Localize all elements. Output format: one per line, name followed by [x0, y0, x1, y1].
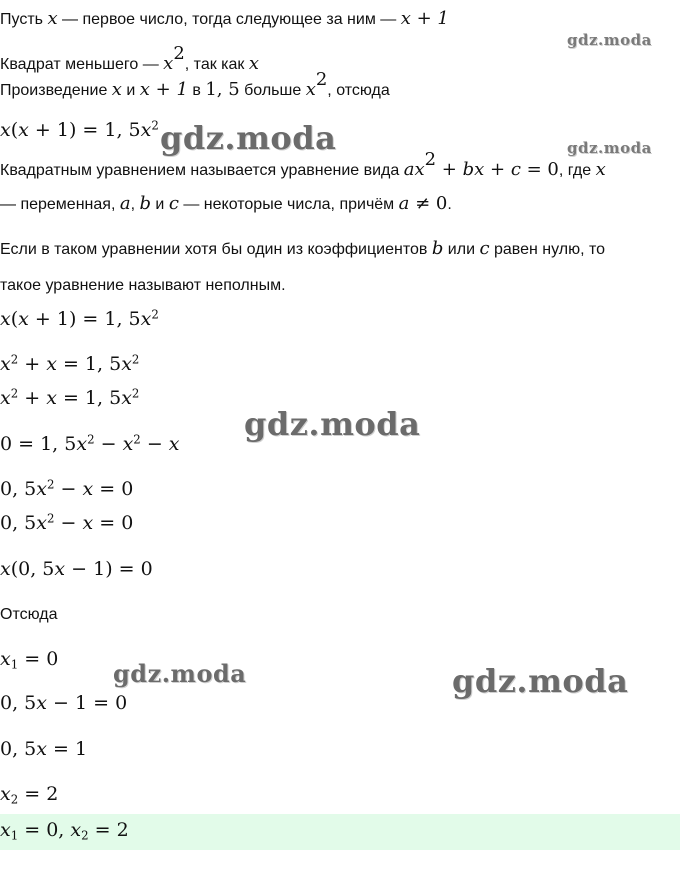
math-op: + 1) = 1, 5: [28, 308, 141, 330]
definition-quadratic: [0, 149, 606, 180]
math-exponent: 2: [87, 432, 95, 447]
math-expr: x + 1: [139, 78, 188, 100]
math-exponent: 2: [131, 352, 140, 367]
text: такое уравнение называют неполным.: [0, 277, 286, 294]
equation-step-4: [0, 432, 180, 455]
math-var: x: [18, 119, 29, 141]
math-exponent: 2: [151, 118, 159, 133]
equation-linear-2: [0, 740, 87, 759]
math-op: −: [94, 433, 123, 455]
math-op: +: [18, 387, 47, 409]
math-var: x: [0, 353, 11, 375]
math-var: x: [0, 558, 11, 580]
math-op: 0 = 1, 5: [0, 433, 77, 455]
watermark: gdz.moda: [567, 139, 652, 157]
text: Квадратным уравнением называется уравнение вида: [0, 161, 404, 179]
math-op: = 1, 5: [56, 387, 122, 409]
math-op: 0, 5: [0, 738, 37, 760]
math-var: x: [82, 478, 94, 500]
equation-step-6: [0, 511, 134, 534]
math-var: c: [168, 193, 179, 214]
math-op: (: [10, 308, 19, 330]
math-exponent: 2: [46, 511, 55, 526]
definition-incomplete: [0, 240, 605, 258]
text-therefore: [0, 607, 57, 623]
math-exponent: 2: [315, 69, 328, 90]
definition-quadratic-cont: [0, 195, 452, 213]
math-op: −: [54, 512, 83, 534]
final-answer: [0, 819, 129, 843]
text: ,: [130, 196, 140, 213]
math-exponent: 2: [151, 307, 159, 322]
math-var: x: [47, 8, 58, 29]
math-var: c: [479, 238, 490, 259]
math-var: bx: [462, 158, 485, 180]
text: больше: [239, 81, 306, 99]
text: равен нулю, то: [489, 241, 606, 258]
math-op: −: [140, 433, 169, 455]
math-subscript: 2: [81, 828, 89, 843]
text: , где: [558, 161, 596, 179]
root-2: [0, 783, 59, 807]
math-op: = 0: [520, 158, 559, 180]
text: Квадрат меньшего —: [0, 55, 164, 73]
math-var: x: [18, 308, 29, 330]
math-op: = 2: [18, 783, 59, 805]
math-var: c: [510, 158, 521, 180]
math-var: x: [168, 433, 180, 455]
math-op: (0, 5: [10, 558, 55, 580]
math-var: x: [46, 387, 57, 409]
watermark: gdz.moda: [113, 659, 247, 688]
math-subscript: 2: [10, 792, 19, 807]
math-subscript: 1: [10, 828, 19, 843]
math-op: − 1 = 0: [46, 692, 128, 714]
math-number: 1, 5: [205, 78, 240, 100]
math-op: ≠ 0: [409, 193, 448, 214]
math-op: = 0: [93, 512, 134, 534]
math-op: − 1) = 0: [65, 558, 153, 580]
math-var: x: [140, 119, 152, 141]
math-op: +: [484, 158, 511, 180]
math-var: b: [431, 238, 444, 259]
text: Пусть: [0, 11, 48, 28]
equation-linear: [0, 694, 127, 713]
watermark: gdz.moda: [160, 119, 337, 157]
math-var: x: [595, 158, 606, 180]
equation-start: [0, 118, 159, 141]
math-var: x: [0, 119, 11, 141]
math-subscript: 1: [10, 657, 19, 672]
math-op: +: [436, 158, 463, 180]
math-var: x: [111, 78, 122, 100]
math-op: 0, 5: [0, 692, 37, 714]
math-exponent: 2: [46, 477, 55, 492]
math-var: a: [398, 193, 410, 214]
text: и: [121, 81, 140, 99]
text: — переменная,: [0, 196, 120, 213]
math-var: x: [46, 353, 57, 375]
text: , отсюда: [327, 81, 390, 99]
math-var: x: [70, 819, 82, 841]
text: в: [187, 81, 206, 99]
math-op: + 1) = 1, 5: [28, 119, 141, 141]
math-var: a: [119, 193, 131, 214]
text: Произведение: [0, 81, 112, 99]
math-var: x: [0, 387, 11, 409]
math-expr: x + 1: [400, 8, 449, 29]
math-var: ax: [403, 158, 425, 180]
text: , так как: [184, 55, 249, 73]
text: и: [150, 196, 169, 213]
math-var: x: [76, 433, 88, 455]
math-op: 0, 5: [0, 512, 37, 534]
math-var: x: [0, 648, 11, 670]
math-var: x: [163, 52, 174, 74]
watermark: gdz.moda: [567, 31, 652, 49]
math-op: = 0,: [18, 819, 71, 841]
math-var: x: [140, 308, 152, 330]
text: — первое число, тогда следующее за ним —: [57, 11, 401, 28]
math-op: = 1: [46, 738, 88, 760]
math-exponent: 2: [133, 432, 141, 447]
math-var: x: [36, 692, 47, 714]
math-var: b: [139, 193, 151, 214]
math-op: = 2: [88, 819, 129, 841]
equation-factored: [0, 560, 153, 579]
text: или: [443, 241, 480, 258]
equation-step-2: [0, 352, 140, 375]
sentence-first-number: [0, 10, 449, 28]
math-exponent: 2: [10, 386, 19, 401]
watermark: gdz.moda: [244, 405, 421, 443]
math-exponent: 2: [131, 386, 140, 401]
math-op: (: [10, 119, 19, 141]
sentence-square-smaller: [0, 43, 260, 74]
math-var: x: [82, 512, 94, 534]
text: — некоторые числа, причём: [178, 196, 399, 213]
math-op: = 0: [18, 648, 59, 670]
math-var: x: [54, 558, 66, 580]
math-var: x: [0, 783, 11, 805]
math-var: x: [36, 512, 47, 534]
root-1: [0, 648, 59, 672]
math-var: x: [305, 78, 316, 100]
math-var: x: [0, 308, 11, 330]
math-op: +: [18, 353, 47, 375]
math-var: x: [0, 819, 11, 841]
math-var: x: [121, 353, 132, 375]
sentence-product: [0, 69, 390, 100]
text: .: [447, 196, 452, 213]
math-var: x: [122, 433, 134, 455]
math-op: = 0: [93, 478, 134, 500]
math-op: 0, 5: [0, 478, 37, 500]
watermark: gdz.moda: [452, 662, 629, 700]
equation-step-5: [0, 477, 134, 500]
math-exponent: 2: [173, 43, 185, 64]
definition-incomplete-cont: [0, 278, 286, 294]
text: Отсюда: [0, 606, 58, 623]
equation-step-3: [0, 386, 140, 409]
math-var: x: [36, 738, 47, 760]
math-var: x: [36, 478, 47, 500]
math-op: = 1, 5: [56, 353, 122, 375]
math-var: x: [121, 387, 132, 409]
math-exponent: 2: [424, 149, 437, 170]
equation-step-1: [0, 307, 159, 330]
text: Если в таком уравнении хотя бы один из коэффициентов: [0, 241, 432, 258]
math-op: −: [54, 478, 83, 500]
math-var: x: [248, 52, 260, 74]
math-exponent: 2: [10, 352, 19, 367]
